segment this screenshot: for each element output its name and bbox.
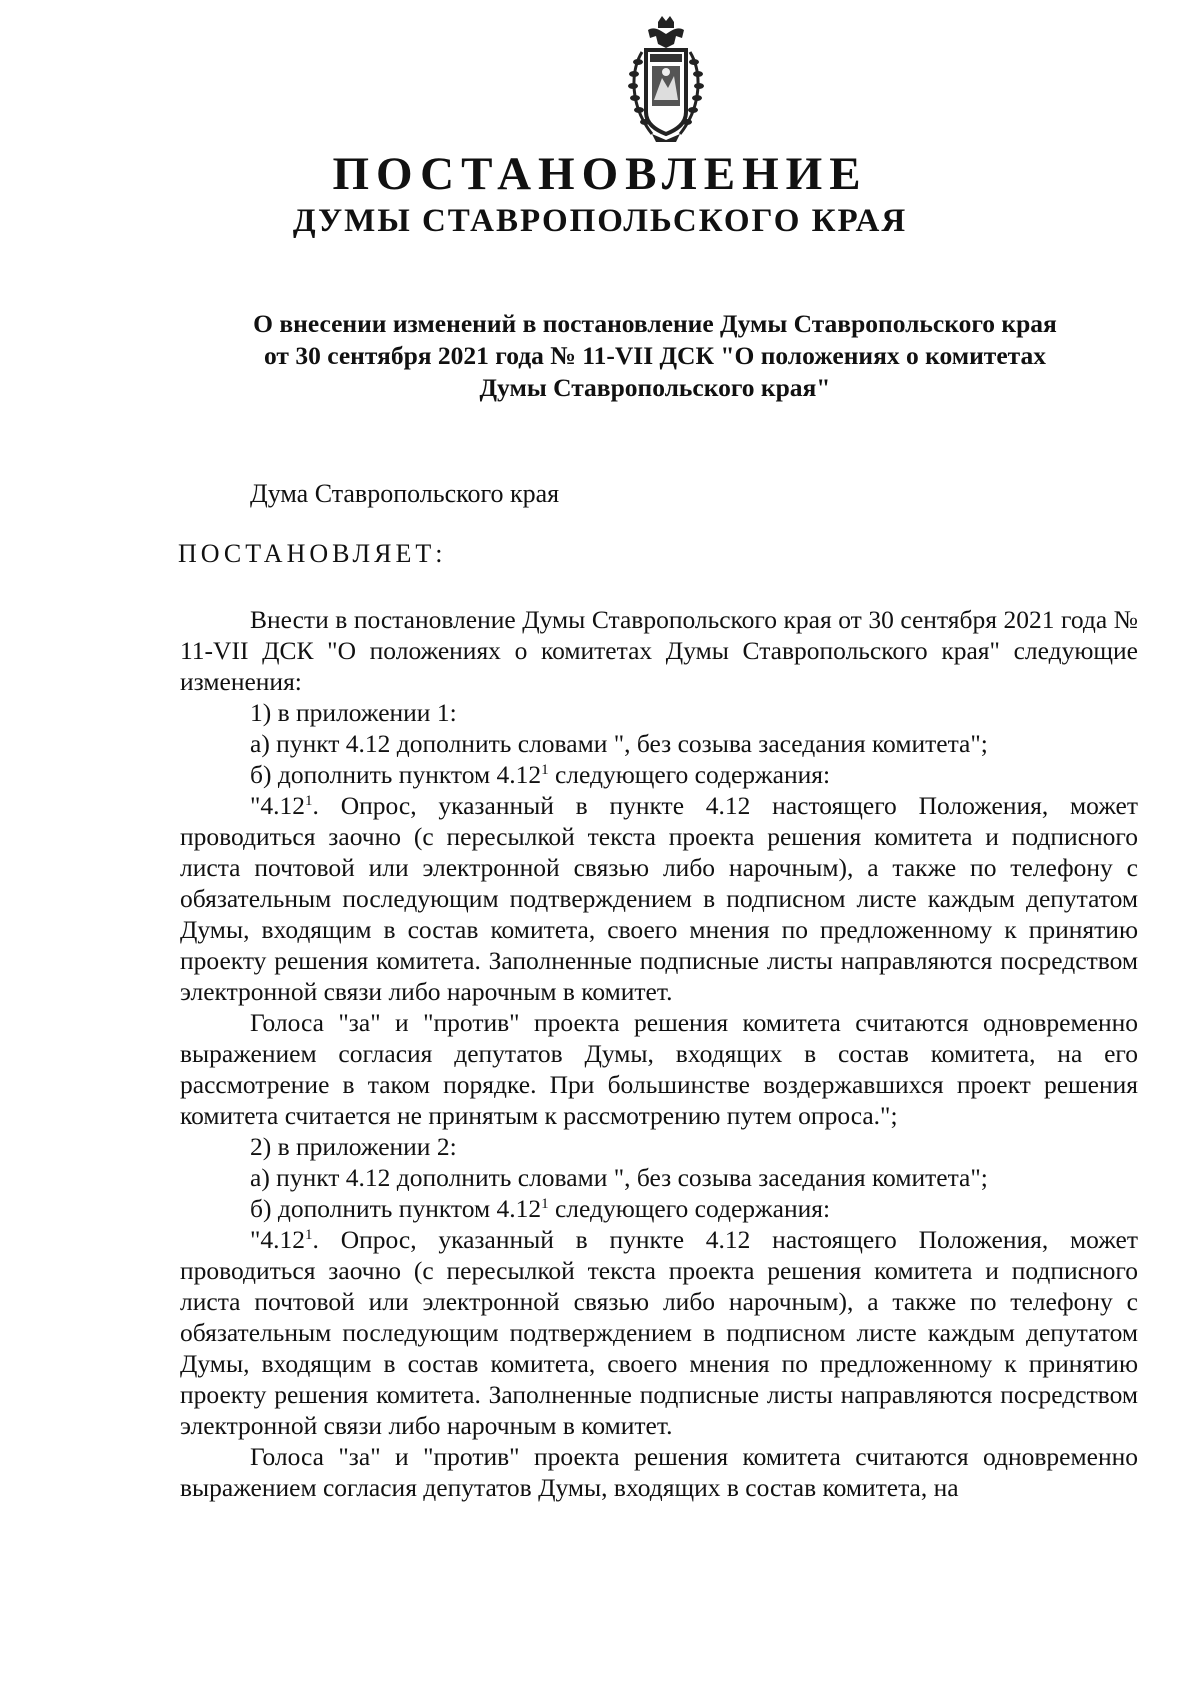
quote-number: "4.12 [250, 1225, 306, 1254]
appendix-1-item-b [180, 759, 1138, 790]
appendix-1-quote [180, 790, 1138, 1007]
item-b-text: следующего содержания: [548, 760, 831, 789]
appendix-2-quote [180, 1224, 1138, 1441]
coat-of-arms-icon [618, 16, 714, 144]
appendix-1-item: 1) в приложении 1: [250, 698, 457, 727]
appendix-1-item-a: а) пункт 4.12 дополнить словами ", без созыва заседания комитета"; [250, 729, 988, 758]
issuer-text: Дума Ставропольского края [250, 479, 560, 508]
item-b-text: б) дополнить пунктом 4.12 [250, 1194, 542, 1223]
subject-line: О внесении изменений в постановление Думы Ставропольского края [253, 309, 1057, 338]
appendix-1-votes: Голоса "за" и "против" проекта решения комитета считаются одновременно выражением согласия депутатов Думы, входящих в состав комитета, на его рассмотрение в таком порядке. При большинстве воздержавшихся проект решения комитета считается не принятым к рассмотрению путем опроса."; [180, 1008, 1138, 1130]
document-body [180, 604, 1138, 1503]
appendix-2-item: 2) в приложении 2: [250, 1132, 457, 1161]
subject-line: от 30 сентября 2021 года № 11-VII ДСК "О положениях о комитетах [264, 341, 1046, 370]
subject-line: Думы Ставропольского края" [479, 373, 831, 402]
appendix-2-item-b [180, 1193, 1138, 1224]
item-b-text: следующего содержания: [548, 1194, 831, 1223]
superscript: 1 [541, 762, 549, 778]
decree-word: ПОСТАНОВЛЯЕТ: [178, 539, 447, 568]
appendix-2-votes: Голоса "за" и "против" проекта решения комитета считаются одновременно выражением согласия депутатов Думы, входящих в состав комитета, на [180, 1442, 1138, 1502]
appendix-2-item-a: а) пункт 4.12 дополнить словами ", без созыва заседания комитета"; [250, 1163, 988, 1192]
document-title: ПОСТАНОВЛЕНИЕ [332, 148, 868, 200]
quote-number: "4.12 [250, 791, 306, 820]
document-issuer-heading: ДУМЫ СТАВРОПОЛЬСКОГО КРАЯ [292, 203, 908, 239]
superscript: 1 [541, 1196, 549, 1212]
intro-paragraph: Внести в постановление Думы Ставропольского края от 30 сентября 2021 года № 11-VII ДСК "О положениях о комитетах Думы Ставропольского края" следующие изменения: [180, 605, 1138, 696]
item-b-text: б) дополнить пунктом 4.12 [250, 760, 542, 789]
document-subject [170, 308, 1140, 404]
quote-text: . Опрос, указанный в пункте 4.12 настоящего Положения, может проводиться заочно (с пересылкой текста проекта решения комитета и подписного листа почтовой или электронной связью либо нарочным), а также по телефону с обязательным последующим подтверждением в подписном листе каждым депутатом Думы, входящим в состав комитета, своего мнения по предложенному к принятию проекту решения комитета. Заполненные подписные листы направляются посредством электронной связи либо нарочным в комитет. [180, 1225, 1138, 1440]
superscript: 1 [305, 793, 313, 809]
superscript: 1 [305, 1227, 313, 1243]
quote-text: . Опрос, указанный в пункте 4.12 настоящего Положения, может проводиться заочно (с пересылкой текста проекта решения комитета и подписного листа почтовой или электронной связью либо нарочным), а также по телефону с обязательным последующим подтверждением в подписном листе каждым депутатом Думы, входящим в состав комитета, своего мнения по предложенному к принятию проекту решения комитета. Заполненные подписные листы направляются посредством электронной связи либо нарочным в комитет. [180, 791, 1138, 1006]
